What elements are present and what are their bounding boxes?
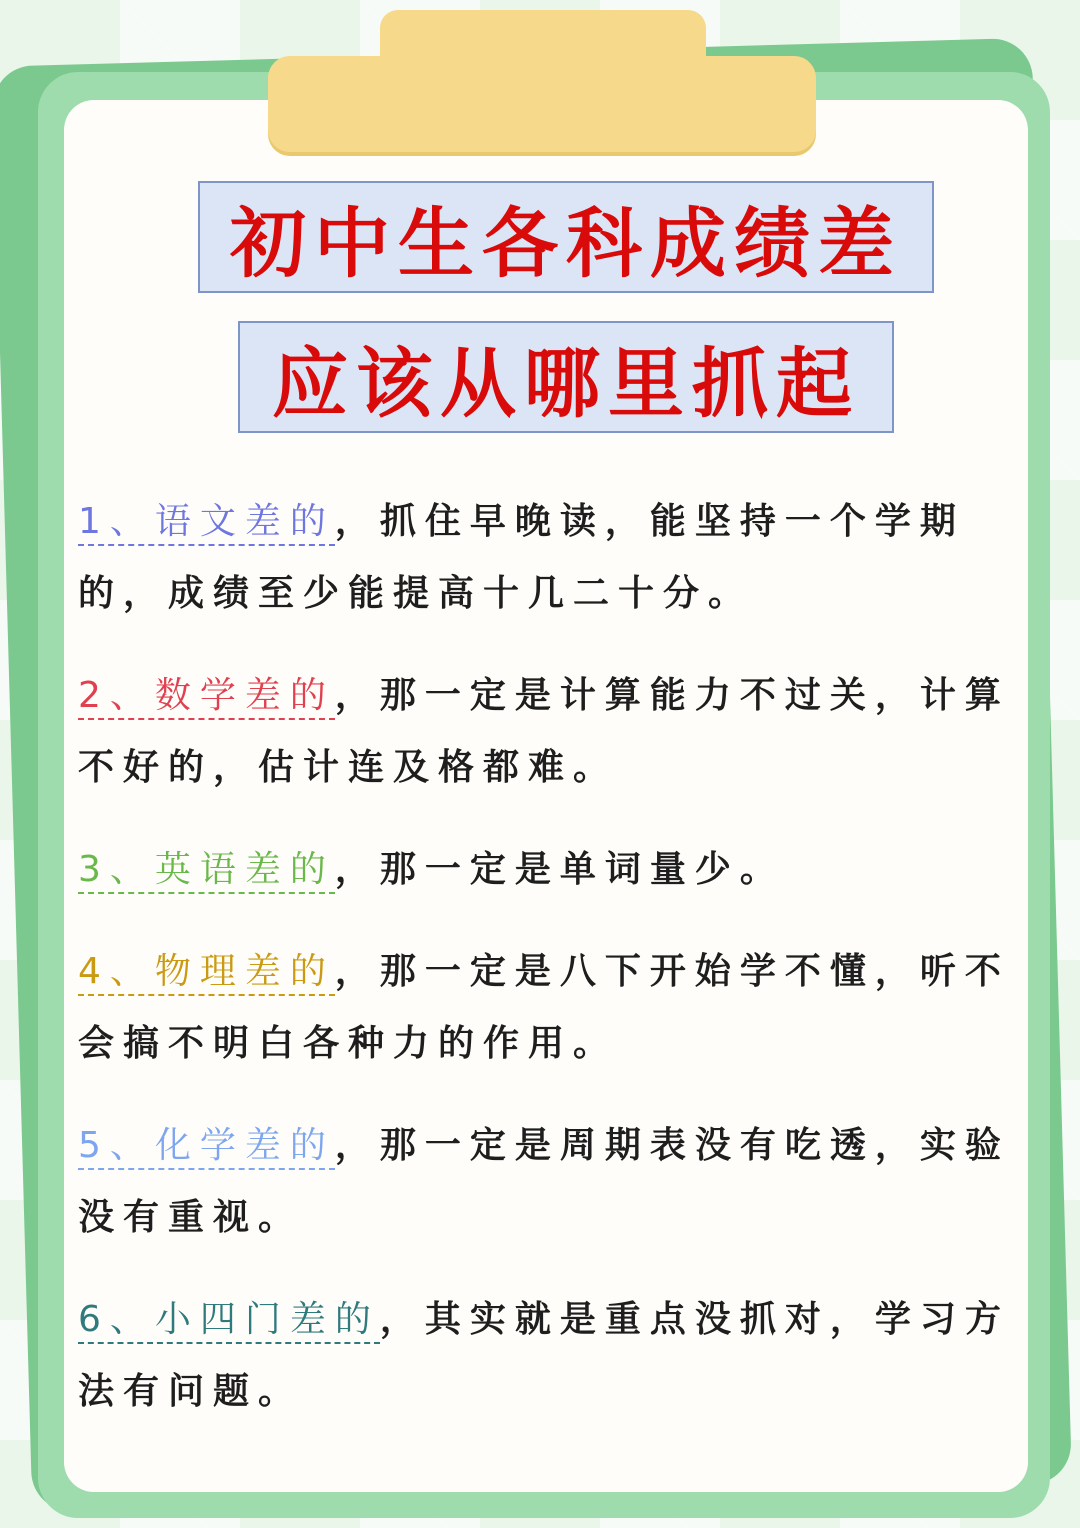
title-line-2: 应该从哪里抓起 [272, 338, 860, 428]
clip-base [268, 56, 816, 152]
list-item [78, 486, 1028, 630]
item-text: ，其实就是重点没抓对，学习方法有问题。 [78, 1299, 1010, 1412]
list-item [78, 936, 1028, 1080]
list-item [78, 834, 1028, 906]
list-item [78, 1110, 1028, 1254]
item-lead: 5、化学差的 [78, 1125, 335, 1170]
title-box-1 [198, 181, 934, 293]
item-text: ，那一定是八下开始学不懂，听不会搞不明白各种力的作用。 [78, 951, 1010, 1064]
item-lead: 2、数学差的 [78, 675, 335, 720]
item-lead: 6、小四门差的 [78, 1299, 380, 1344]
item-lead: 1、语文差的 [78, 501, 335, 546]
title-line-1: 初中生各科成绩差 [230, 198, 902, 288]
item-text: ，那一定是计算能力不过关，计算不好的，估计连及格都难。 [78, 675, 1010, 788]
item-text: ，那一定是周期表没有吃透，实验没有重视。 [78, 1125, 1010, 1238]
item-text: ，抓住早晚读，能坚持一个学期的，成绩至少能提高十几二十分。 [78, 501, 965, 614]
list-item [78, 660, 1028, 804]
item-text: ，那一定是单词量少。 [334, 849, 785, 890]
item-lead: 3、英语差的 [78, 849, 335, 894]
title-box-2 [238, 321, 894, 433]
item-lead: 4、物理差的 [78, 951, 335, 996]
list-item [78, 1284, 1028, 1428]
